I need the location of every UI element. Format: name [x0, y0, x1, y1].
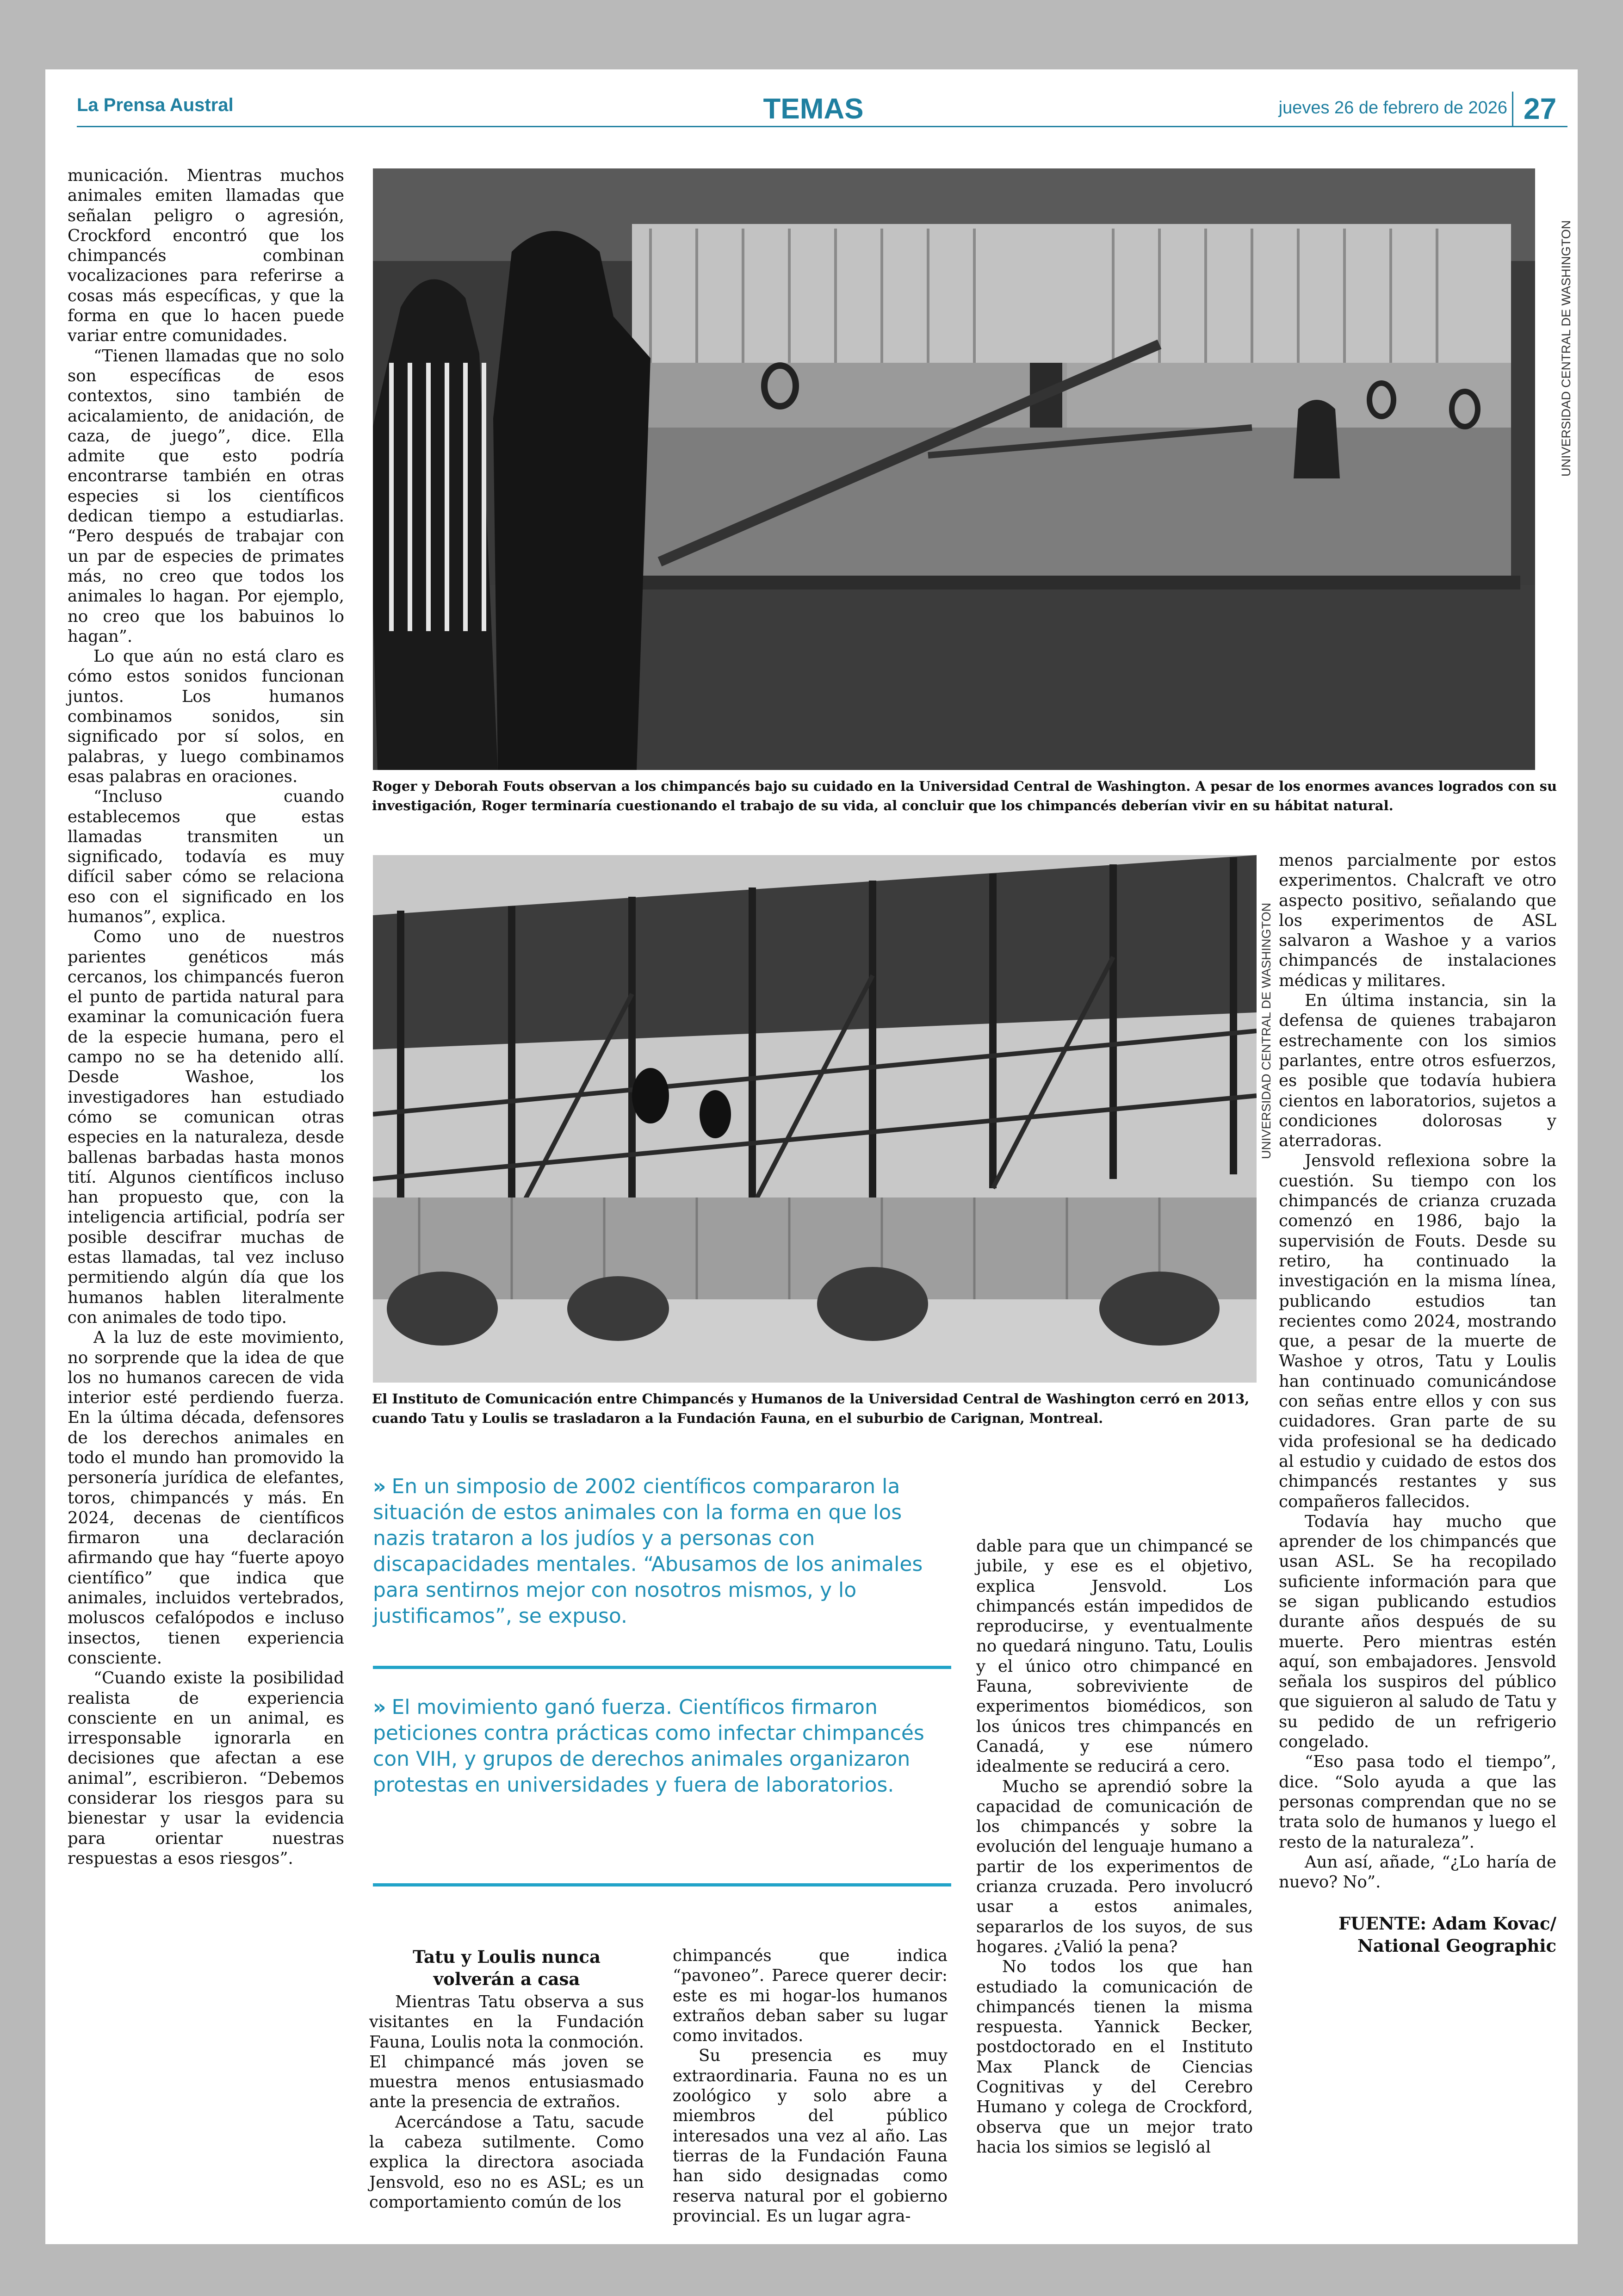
- paragraph: Todavía hay mucho que aprender de los chimpancés que usan ASL. Se ha recopilado suficiente información para que se sigan publicando estudios durante años después de su muerte. Pero mientras estén aquí, son embajadores. Jensvold señala los suspiros del público que siguieron al saludo de Tatu y su pedido de un refrigerio congelado.: [1279, 1512, 1556, 1752]
- paragraph: Lo que aún no está claro es cómo estos sonidos funcionan juntos. Los humanos combinamos sonidos, sin significado por sí solos, en palabras, y luego combinamos esas palabras en oraciones.: [68, 647, 344, 786]
- paragraph: menos parcialmente por estos experimentos. Chalcraft ve otro aspecto positivo, señalando que los experimentos de ASL salvaron a Washoe y a varios chimpancés de instalaciones médicas y militares.: [1279, 851, 1556, 990]
- article-column-4: [976, 1536, 1253, 2157]
- paragraph: En última instancia, sin la defensa de quienes trabajaron estrechamente con los simios parlantes, entre otros esfuerzos, es posible que todavía hubiera cientos en laboratorios, sujetos a condiciones dolorosas y aterradoras.: [1279, 991, 1556, 1151]
- paragraph: “Eso pasa todo el tiempo”, dice. “Solo ayuda a que las personas comprendan que no se trata solo de humanos y luego el resto de la naturaleza”.: [1279, 1752, 1556, 1852]
- photo-researchers-window: [373, 168, 1535, 770]
- pull-quote-divider: [373, 1883, 951, 1886]
- paragraph: “Incluso cuando establecemos que estas llamadas transmiten un significado, todavía es muy difícil saber cómo se relaciona eso con el significado en los humanos”, explica.: [68, 787, 344, 926]
- paragraph: No todos los que han estudiado la comunicación de chimpancés tienen la misma respuesta. Yannick Becker, postdoctorado en el Instituto Max Planck de Ciencias Cognitivas y del Cerebro Humano y colega de Crockford, observa que un mejor trato hacia los simios se legisló al: [976, 1957, 1253, 2157]
- paragraph: dable para que un chimpancé se jubile, y ese es el objetivo, explica Jensvold. Los chimpancés están impedidos de reproducirse, y eventualmente no quedará ninguno. Tatu, Loulis y el único otro chimpancé en Fauna, sobreviviente de experimentos biomédicos, son los únicos tres chimpancés en Canadá, y ese número idealmente se reducirá a cero.: [976, 1537, 1253, 1776]
- double-chevron-icon: »: [373, 1695, 386, 1719]
- photo-caption: El Instituto de Comunicación entre Chimpancés y Humanos de la Universidad Central de Washington cerró en 2013, cuando Tatu y Loulis se trasladaron a la Fundación Fauna, en el suburbio de Carignan, Montreal.: [372, 1391, 1250, 1426]
- paragraph: Mucho se aprendió sobre la capacidad de comunicación de los chimpancés y sobre la evolución del lenguaje humano a partir de los experimentos de crianza cruzada. Pero involucró usar a estos animales, separarlos de los suyos, de sus hogares. ¿Valió la pena?: [976, 1777, 1253, 1956]
- article-column-5: [1279, 850, 1556, 1957]
- issue-date: jueves 26 de febrero de 2026: [1278, 98, 1507, 118]
- paragraph: Mientras Tatu observa a sus visitantes en la Fundación Fauna, Loulis nota la conmoción. El chimpancé más joven se muestra menos entusiasmado ante la presencia de extraños.: [369, 1992, 644, 2112]
- paragraph: “Tienen llamadas que no solo son específicas de esos contextos, sino también de acicalamiento, de anidación, de caza, de juego”, dice. Ella admite que esto podría encontrarse también en otras especies si los científicos dedican tiempo a estudiarlas. “Pero después de trabajar con un par de especies de primates más, no creo que todos los animales lo hagan. Por ejemplo, no creo que los babuinos lo hagan”.: [68, 346, 344, 646]
- pull-quote: [373, 1694, 956, 1798]
- header-rule: [77, 126, 1567, 127]
- photo-credit: UNIVERSIDAD CENTRAL DE WASHINGTON: [1259, 902, 1273, 1159]
- paragraph: Acercándose a Tatu, sacude la cabeza sutilmente. Como explica la directora asociada Jensvold, eso no es ASL; es un comportamiento común de los: [369, 2112, 644, 2212]
- subheading: Tatu y Loulis nunca volverán a casa: [413, 1947, 601, 1989]
- pull-quote-divider: [373, 1666, 951, 1669]
- paragraph: Aun así, añade, “¿Lo haría de nuevo? No”.: [1279, 1852, 1556, 1892]
- page-number: 27: [1512, 92, 1567, 126]
- photo-enclosure: [373, 855, 1257, 1383]
- paragraph: Su presencia es muy extraordinaria. Fauna no es un zoológico y solo abre a miembros del público interesados una vez al año. Las tierras de la Fundación Fauna han sido designadas como reserva natural por el gobierno provincial. Es un lugar agra-: [673, 2046, 948, 2226]
- section-title: TEMAS: [763, 93, 864, 125]
- pull-quote-text: En un simposio de 2002 científicos compararon la situación de estos animales con la forma en que los nazis trataron a los judíos y a personas con discapacidades mentales. “Abusamos de los animales para sentirnos mejor con nosotros mismos, y lo justificamos”, se expuso.: [373, 1475, 923, 1628]
- paragraph: Jensvold reflexiona sobre la cuestión. Su tiempo con los chimpancés de crianza cruzada comenzó en 1986, bajo la supervisión de Fouts. Desde su retiro, ha continuado la investigación en la misma línea, publicando estudios tan recientes como 2024, mostrando que, a pesar de la muerte de Washoe y otros, Tatu y Loulis han continuado comunicándose con señas entre ellos y con sus cuidadores. Gran parte de su vida profesional se ha dedicado al estudio y cuidado de estos dos chimpancés restantes y sus compañeros fallecidos.: [1279, 1151, 1556, 1511]
- pull-quote: [373, 1474, 956, 1629]
- newspaper-page: [45, 69, 1578, 2244]
- article-source: FUENTE: Adam Kovac/ National Geographic: [1338, 1913, 1556, 1956]
- pull-quote-text: El movimiento ganó fuerza. Científicos firmaron peticiones contra prácticas como infectar chimpancés con VIH, y grupos de derechos animales organizaron protestas en universidades y fuera de laboratorios.: [373, 1695, 924, 1797]
- paragraph: A la luz de este movimiento, no sorprende que la idea de que los no humanos carecen de vida interior esté perdiendo fuerza. En la última década, defensores de los derechos animales en todo el mundo han promovido la personería jurídica de elefantes, toros, chimpancés y más. En 2024, decenas de científicos firmaron una declaración afirmando que hay “fuerte apoyo científico” que indica que animales, incluidos vertebrados, moluscos cefalópodos e incluso insectos, tienen experiencia consciente.: [68, 1328, 344, 1668]
- newspaper-brand: La Prensa Austral: [77, 95, 234, 115]
- paragraph: “Cuando existe la posibilidad realista de experiencia consciente en un animal, es irresponsable ignorarla en decisiones que afectan a ese animal”, escribieron. “Debemos considerar los riesgos para su bienestar y usar la evidencia para orientar nuestras respuestas a esos riesgos”.: [68, 1669, 344, 1868]
- paragraph: Como uno de nuestros parientes genéticos más cercanos, los chimpancés fueron el punto de partida natural para examinar la comunicación fuera de la especie humana, pero el campo no se ha detenido allí. Desde Washoe, los investigadores han estudiado cómo se comunican otras especies en la naturaleza, desde ballenas barbadas hasta monos tití. Algunos científicos incluso han propuesto que, con la inteligencia artificial, podría ser posible descifrar muchas de estas llamadas, tal vez incluso permitiendo algún día que los humanos hablen literalmente con animales de todo tipo.: [68, 927, 344, 1327]
- article-column-3: [673, 1946, 948, 2226]
- double-chevron-icon: »: [373, 1475, 386, 1498]
- article-column-2: [369, 1946, 644, 2212]
- photo-caption: Roger y Deborah Fouts observan a los chimpancés bajo su cuidado en la Universidad Central de Washington. A pesar de los enormes avances logrados con su investigación, Roger terminaría cuestionando el trabajo de su vida, al concluir que los chimpancés deberían vivir en su hábitat natural.: [372, 778, 1557, 813]
- photo-researchers-window-image: [373, 168, 1535, 770]
- paragraph: municación. Mientras muchos animales emiten llamadas que señalan peligro o agresión, Crockford encontró que los chimpancés combinan vocalizaciones para referirse a cosas más específicas, y que la forma en que lo hacen puede variar entre comunidades.: [68, 166, 344, 346]
- photo-enclosure-image: [373, 855, 1257, 1383]
- photo-credit: UNIVERSIDAD CENTRAL DE WASHINGTON: [1559, 220, 1573, 477]
- paragraph: chimpancés que indica “pavoneo”. Parece querer decir: este es mi hogar-los humanos extraños deban saber su lugar como invitados.: [673, 1946, 948, 2046]
- article-column-1: [68, 166, 344, 1868]
